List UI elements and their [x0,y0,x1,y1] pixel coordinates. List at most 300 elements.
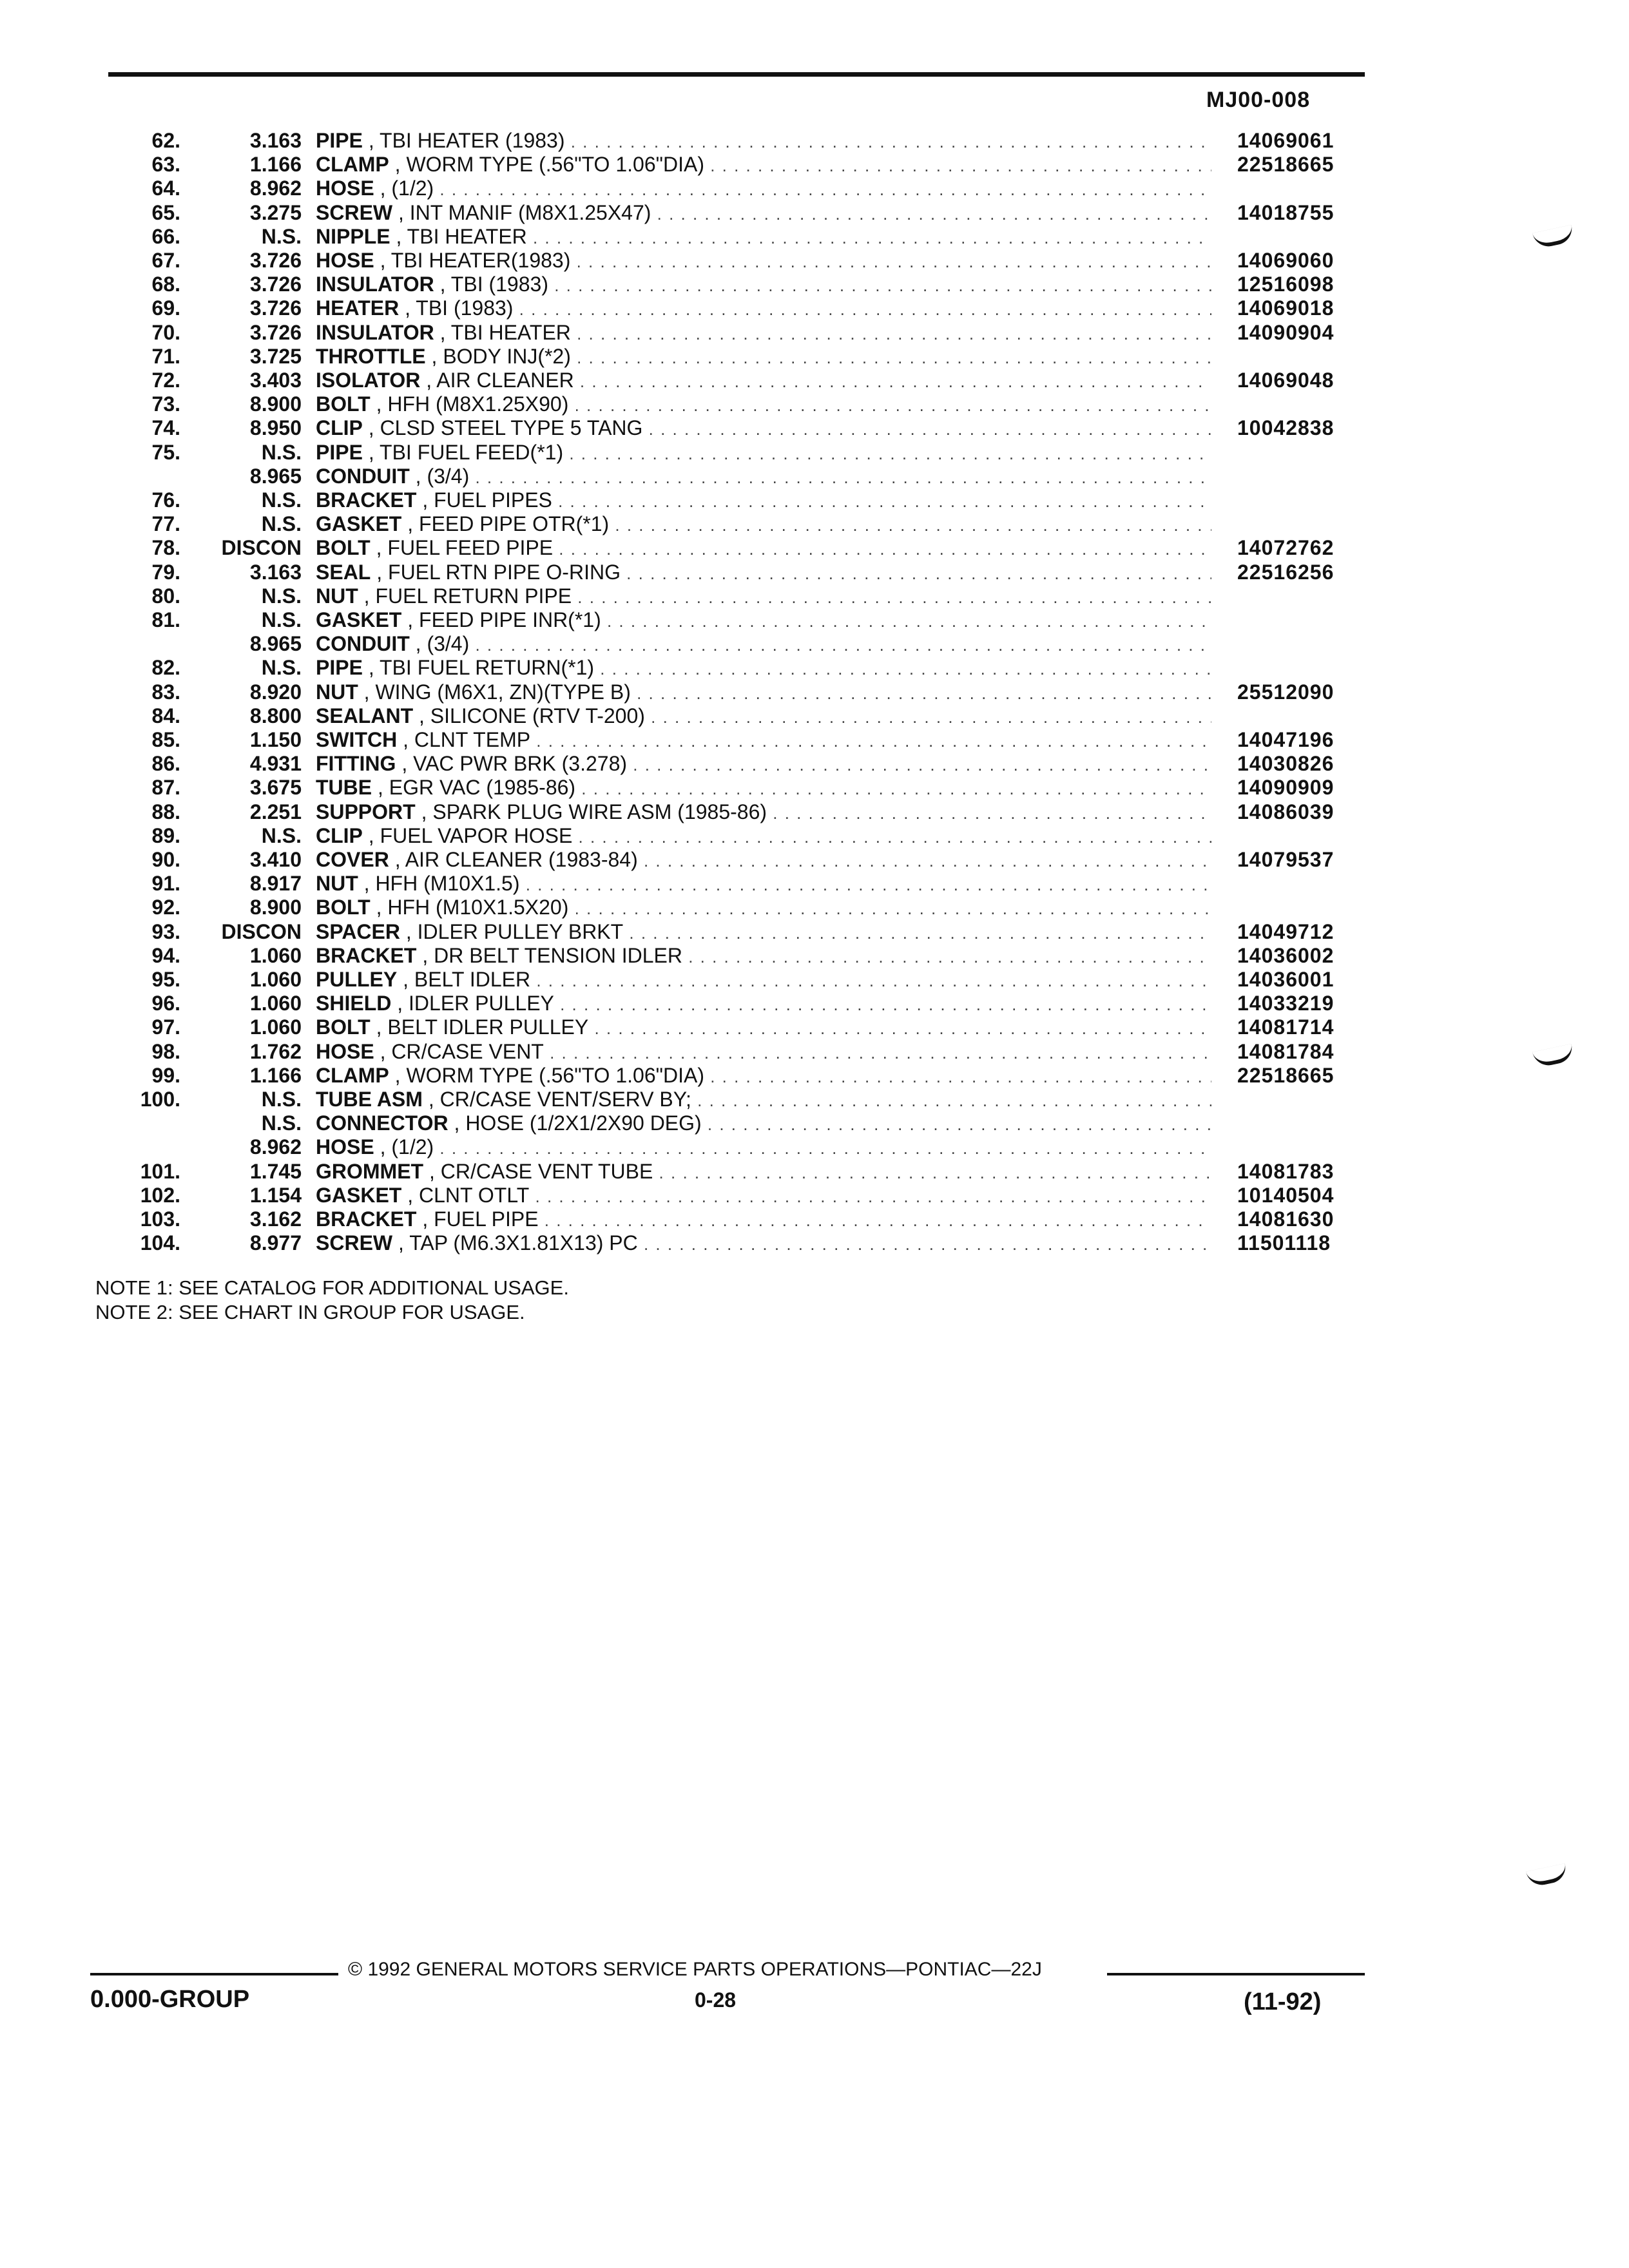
part-number: 10140504 [1237,1183,1335,1207]
part-name: HOSE [316,1039,374,1063]
part-row [0,225,1629,249]
group-number: 8.920 [249,680,302,704]
ref-number: 76. [151,488,180,512]
group-number: 1.762 [249,1039,302,1063]
part-row [0,584,1629,608]
part-number: 14033219 [1237,992,1335,1015]
part-name: BRACKET [316,1207,417,1231]
part-description [316,416,1211,441]
part-detail: BELT IDLER PULLEY [387,1015,589,1039]
part-row [0,1111,1629,1135]
part-number: 14069060 [1237,249,1335,272]
part-description [316,488,1211,514]
ref-number: 84. [151,704,180,727]
part-detail: AIR CLEANER [436,369,574,392]
part-detail: TBI (1983) [416,296,514,320]
ref-number: 93. [151,919,180,943]
part-row [0,512,1629,536]
name-separator: , [362,656,380,680]
part-name: SWITCH [316,728,398,751]
part-description [316,1135,1211,1160]
part-detail: TBI HEATER(1983) [390,249,571,272]
footer-rule-right [1107,1973,1365,1975]
ref-number: 62. [151,129,180,152]
part-description [316,1064,1211,1089]
part-description [316,441,1211,466]
part-detail: CR/CASE VENT/SERV BY; [439,1088,691,1111]
part-description [316,872,1211,897]
ref-number: 101. [140,1159,180,1183]
part-detail: CLNT TEMP [414,728,531,751]
part-detail: VAC PWR BRK (3.278) [413,752,628,776]
group-number: 3.162 [249,1207,302,1231]
part-detail: (1/2) [391,177,434,200]
name-separator: , [425,344,443,368]
group-number: 3.726 [249,320,302,344]
part-name: CONNECTOR [316,1111,448,1135]
ref-number: 69. [151,296,180,320]
part-detail: TAP (M6.3X1.81X13) PC [409,1231,638,1255]
name-separator: , [397,968,414,991]
ref-number: 86. [151,752,180,776]
ref-number: 68. [151,273,180,296]
name-separator: , [409,632,427,656]
part-name: HOSE [316,1135,374,1159]
ref-number: 95. [151,968,180,991]
name-separator: , [416,488,434,512]
group-number: 1.060 [249,1015,302,1039]
part-detail: FUEL FEED PIPE [387,536,554,560]
ref-number: 73. [151,392,180,416]
name-separator: , [415,800,433,823]
part-detail: (3/4) [427,464,470,488]
name-separator: , [374,1039,392,1063]
part-name: HOSE [316,249,374,272]
part-description [316,1040,1211,1065]
part-row [0,201,1629,225]
part-name: BRACKET [316,488,417,512]
part-name: COVER [316,848,389,871]
name-separator: , [362,129,380,152]
part-name: CONDUIT [316,632,410,656]
part-description [316,296,1211,322]
name-separator: , [362,416,380,440]
ref-number: 67. [151,249,180,272]
ref-number: 92. [151,896,180,919]
part-description [316,536,1211,561]
part-row [0,441,1629,465]
part-number: 14036002 [1237,943,1335,967]
part-number: 14086039 [1237,800,1335,823]
part-name: NIPPLE [316,224,390,248]
part-detail: FUEL PIPES [434,488,552,512]
ref-number: 98. [151,1039,180,1063]
part-description [316,225,1211,250]
part-number: 14081784 [1237,1039,1335,1063]
part-number: 14049712 [1237,919,1335,943]
group-number: N.S. [261,224,302,248]
part-row [0,129,1629,153]
name-separator: , [392,200,410,224]
part-row [0,632,1629,656]
part-name: PIPE [316,440,363,464]
part-description [316,1015,1211,1041]
part-name: SCREW [316,200,393,224]
part-detail: CR/CASE VENT [391,1039,544,1063]
group-number: N.S. [261,488,302,512]
ref-number: 78. [151,536,180,560]
group-number: 8.965 [249,632,302,656]
part-number: 14047196 [1237,728,1335,751]
part-row [0,488,1629,512]
part-number: 25512090 [1237,680,1335,704]
name-separator: , [370,536,388,560]
part-detail: TBI FUEL RETURN(*1) [380,656,595,680]
part-row [0,561,1629,584]
part-description [316,632,1211,657]
part-name: NUT [316,584,358,608]
part-row [0,800,1629,824]
part-name: CLAMP [316,1063,389,1087]
part-number: 14081714 [1237,1015,1335,1039]
ref-number: 100. [140,1088,180,1111]
group-number: N.S. [261,440,302,464]
name-separator: , [370,1015,388,1039]
part-row [0,1160,1629,1184]
name-separator: , [413,704,430,727]
ref-number: 103. [140,1207,180,1231]
part-name: BOLT [316,536,371,560]
notes-section [95,1276,569,1325]
part-detail: HFH (M10X1.5) [375,872,520,896]
group-number: 1.154 [249,1183,302,1207]
group-number: 3.726 [249,296,302,320]
group-number: N.S. [261,608,302,631]
ref-number: 89. [151,823,180,847]
part-name: ISOLATOR [316,369,421,392]
document-code: MJ00-008 [1206,88,1311,112]
part-name: BRACKET [316,943,417,967]
part-description [316,321,1211,346]
part-description [316,680,1211,706]
part-detail: FEED PIPE INR(*1) [419,608,601,631]
part-row [0,249,1629,273]
group-number: 3.403 [249,369,302,392]
group-number: 3.726 [249,249,302,272]
part-name: PULLEY [316,968,398,991]
part-description [316,1231,1211,1256]
group-number: 1.166 [249,153,302,177]
group-number: 2.251 [249,800,302,823]
group-number: 1.745 [249,1159,302,1183]
group-number: 3.675 [249,776,302,800]
part-name: THROTTLE [316,344,426,368]
group-number: 1.060 [249,968,302,991]
part-description [316,153,1211,178]
part-description [316,608,1211,633]
name-separator: , [401,1183,419,1207]
part-row [0,608,1629,632]
part-number: 14090904 [1237,320,1335,344]
part-description [316,920,1211,945]
name-separator: , [401,512,419,536]
group-number: 3.410 [249,848,302,871]
ref-number: 96. [151,992,180,1015]
part-description [316,345,1211,370]
group-number: 8.950 [249,416,302,440]
copyright-line: © 1992 GENERAL MOTORS SERVICE PARTS OPERATIONS—PONTIAC—22J [348,1959,1042,1980]
part-description [316,584,1211,610]
part-description [316,896,1211,921]
part-detail: TBI (1983) [450,273,548,296]
part-name: GASKET [316,608,402,631]
part-row [0,1207,1629,1231]
part-number: 22518665 [1237,1063,1335,1087]
part-detail: DR BELT TENSION IDLER [434,943,682,967]
part-row [0,704,1629,728]
part-row [0,273,1629,296]
part-description [316,129,1211,154]
part-name: BOLT [316,392,371,416]
ref-number: 94. [151,943,180,967]
part-description [316,177,1211,202]
part-name: TUBE [316,776,372,800]
name-separator: , [416,943,434,967]
part-number: 14090909 [1237,776,1335,800]
name-separator: , [423,1159,441,1183]
name-separator: , [409,464,427,488]
part-detail: FUEL RTN PIPE O-RING [388,560,621,584]
group-number: DISCON [221,536,302,560]
part-name: BOLT [316,896,371,919]
part-name: INSULATOR [316,273,434,296]
part-description [316,656,1211,681]
part-name: BOLT [316,1015,371,1039]
part-description [316,992,1211,1017]
group-number: 3.726 [249,273,302,296]
name-separator: , [434,320,451,344]
part-detail: HFH (M10X1.5X20) [387,896,569,919]
part-name: TUBE ASM [316,1088,423,1111]
part-row [0,1231,1629,1255]
name-separator: , [372,776,389,800]
part-row [0,321,1629,345]
part-row [0,824,1629,848]
group-number: 3.275 [249,200,302,224]
part-row [0,920,1629,944]
part-number: 14069018 [1237,296,1335,320]
part-description [316,392,1211,418]
ref-number: 88. [151,800,180,823]
group-number: 8.965 [249,464,302,488]
part-description [316,704,1211,729]
part-name: SPACER [316,919,400,943]
part-row [0,536,1629,560]
binder-tick-mark [1526,1863,1568,1888]
footer-rule-left [90,1973,338,1975]
part-row [0,1040,1629,1064]
part-detail: IDLER PULLEY BRKT [417,919,624,943]
name-separator: , [434,273,451,296]
group-number: 4.931 [249,752,302,776]
part-detail: HOSE (1/2X1/2X90 DEG) [465,1111,702,1135]
part-number: 14069048 [1237,369,1335,392]
group-number: 8.962 [249,177,302,200]
part-row [0,416,1629,440]
group-number: N.S. [261,584,302,608]
name-separator: , [374,1135,392,1159]
part-name: SEALANT [316,704,414,727]
name-separator: , [374,177,392,200]
part-detail: SPARK PLUG WIRE ASM (1985-86) [432,800,767,823]
part-number: 12516098 [1237,273,1335,296]
part-row [0,369,1629,392]
part-detail: TBI HEATER [407,224,527,248]
ref-number: 71. [151,344,180,368]
name-separator: , [448,1111,466,1135]
part-detail: HFH (M8X1.25X90) [387,392,569,416]
part-row [0,392,1629,416]
revision-date: (11-92) [1244,1988,1322,2015]
ref-number: 82. [151,656,180,680]
name-separator: , [358,584,376,608]
name-separator: , [370,896,388,919]
part-detail: SILICONE (RTV T-200) [430,704,645,727]
ref-number: 75. [151,440,180,464]
part-row [0,848,1629,872]
part-description [316,776,1211,801]
part-name: CLIP [316,416,363,440]
part-detail: TBI FUEL FEED(*1) [380,440,564,464]
part-row [0,345,1629,369]
part-number: 14036001 [1237,968,1335,991]
part-number: 14079537 [1237,848,1335,871]
part-number: 22516256 [1237,560,1335,584]
part-name: PIPE [316,656,363,680]
part-description [316,201,1211,226]
page-number: 0-28 [695,1988,737,2012]
name-separator: , [420,369,437,392]
part-detail: (3/4) [427,632,470,656]
group-number: 8.800 [249,704,302,727]
part-description [316,512,1211,537]
part-row [0,1015,1629,1039]
part-row [0,465,1629,488]
name-separator: , [374,249,391,272]
part-row [0,296,1629,320]
name-separator: , [358,872,376,896]
name-separator: , [371,560,389,584]
ref-number: 70. [151,320,180,344]
part-row [0,752,1629,776]
group-number: 8.900 [249,896,302,919]
ref-number: 99. [151,1063,180,1087]
ref-number: 80. [151,584,180,608]
part-row [0,1135,1629,1159]
part-name: FITTING [316,752,396,776]
part-row [0,896,1629,919]
ref-number: 66. [151,224,180,248]
part-detail: TBI HEATER [450,320,571,344]
part-detail: FUEL RETURN PIPE [375,584,572,608]
group-number: 8.917 [249,872,302,896]
part-detail: BELT IDLER [414,968,531,991]
group-number: 3.163 [249,560,302,584]
part-name: PIPE [316,129,363,152]
ref-number: 65. [151,200,180,224]
ref-number: 72. [151,369,180,392]
name-separator: , [362,823,380,847]
part-number: 14072762 [1237,536,1335,560]
group-label: 0.000-GROUP [90,1986,250,2013]
part-number: 11501118 [1237,1231,1331,1255]
part-detail: FEED PIPE OTR(*1) [419,512,610,536]
group-number: 8.900 [249,392,302,416]
group-number: N.S. [261,656,302,680]
part-row [0,944,1629,968]
part-number: 10042838 [1237,416,1335,440]
ref-number: 74. [151,416,180,440]
part-name: NUT [316,872,358,896]
group-number: 1.060 [249,992,302,1015]
part-name: SEAL [316,560,371,584]
group-number: N.S. [261,512,302,536]
part-name: HOSE [316,177,374,200]
group-number: 3.725 [249,344,302,368]
ref-number: 83. [151,680,180,704]
name-separator: , [400,919,418,943]
part-description [316,752,1211,777]
part-description [316,369,1211,394]
ref-number: 77. [151,512,180,536]
ref-number: 87. [151,776,180,800]
group-number: 8.977 [249,1231,302,1255]
part-number: 14018755 [1237,200,1335,224]
name-separator: , [396,752,414,776]
part-row [0,992,1629,1015]
group-number: N.S. [261,823,302,847]
part-number: 14069061 [1237,129,1335,152]
part-row [0,1064,1629,1088]
part-description [316,465,1211,490]
ref-number: 97. [151,1015,180,1039]
part-row [0,656,1629,680]
part-description [316,968,1211,993]
part-detail: BODY INJ(*2) [443,344,571,368]
part-name: HEATER [316,296,400,320]
part-number: 14030826 [1237,752,1335,776]
part-row [0,680,1629,704]
part-description [316,561,1211,586]
note-2: NOTE 2: SEE CHART IN GROUP FOR USAGE. [95,1301,525,1323]
ref-number: 79. [151,560,180,584]
part-name: NUT [316,680,358,704]
part-description [316,824,1211,849]
part-number: 22518665 [1237,153,1335,177]
part-detail: CR/CASE VENT TUBE [440,1159,653,1183]
group-number: N.S. [261,1088,302,1111]
ref-number: 81. [151,608,180,631]
part-description [316,249,1211,274]
part-name: SUPPORT [316,800,416,823]
group-number: 8.962 [249,1135,302,1159]
part-description [316,1111,1211,1137]
group-number: DISCON [221,919,302,943]
header-rule [108,72,1365,77]
part-name: INSULATOR [316,320,434,344]
ref-number: 63. [151,153,180,177]
part-name: SHIELD [316,992,392,1015]
